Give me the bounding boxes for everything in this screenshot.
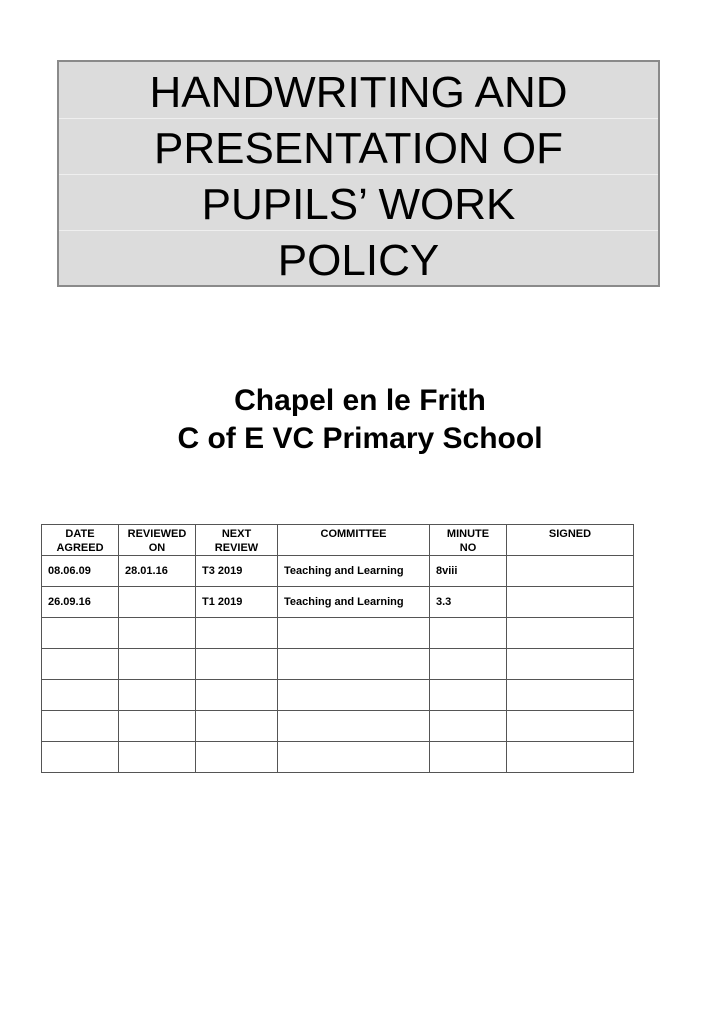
cell-minute-no: 8viii bbox=[430, 556, 507, 587]
title-divider bbox=[59, 118, 658, 119]
cell-minute-no bbox=[430, 742, 507, 773]
school-name-line-1: Chapel en le Frith bbox=[234, 384, 486, 417]
title-divider bbox=[59, 230, 658, 231]
cell-minute-no: 3.3 bbox=[430, 587, 507, 618]
cell-reviewed-on bbox=[119, 618, 196, 649]
cell-date-agreed: 26.09.16 bbox=[42, 587, 119, 618]
cell-minute-no bbox=[430, 618, 507, 649]
cell-date-agreed bbox=[42, 711, 119, 742]
cell-committee bbox=[278, 742, 430, 773]
cell-reviewed-on bbox=[119, 649, 196, 680]
header-date-agreed: DATE AGREED bbox=[42, 525, 119, 556]
table-header-row bbox=[42, 525, 634, 556]
policy-title-box bbox=[57, 60, 660, 287]
cell-date-agreed bbox=[42, 680, 119, 711]
header-minute-no: MINUTE NO bbox=[430, 525, 507, 556]
cell-next-review: T1 2019 bbox=[196, 587, 278, 618]
table-row bbox=[42, 587, 634, 618]
cell-reviewed-on bbox=[119, 742, 196, 773]
title-line-4: POLICY bbox=[277, 236, 440, 285]
header-committee: COMMITTEE bbox=[278, 525, 430, 556]
cell-next-review bbox=[196, 618, 278, 649]
cell-minute-no bbox=[430, 680, 507, 711]
cell-minute-no bbox=[430, 711, 507, 742]
cell-committee bbox=[278, 618, 430, 649]
cell-next-review bbox=[196, 711, 278, 742]
cell-reviewed-on bbox=[119, 680, 196, 711]
header-signed: SIGNED bbox=[507, 525, 634, 556]
table-row bbox=[42, 649, 634, 680]
cell-committee bbox=[278, 680, 430, 711]
cell-reviewed-on: 28.01.16 bbox=[119, 556, 196, 587]
header-next-review: NEXT REVIEW bbox=[196, 525, 278, 556]
cell-committee bbox=[278, 649, 430, 680]
cell-committee bbox=[278, 711, 430, 742]
table-row bbox=[42, 556, 634, 587]
table-row bbox=[42, 680, 634, 711]
cell-next-review: T3 2019 bbox=[196, 556, 278, 587]
cell-next-review bbox=[196, 742, 278, 773]
cell-signed bbox=[507, 618, 634, 649]
cell-signed bbox=[507, 742, 634, 773]
cell-date-agreed bbox=[42, 649, 119, 680]
cell-signed bbox=[507, 711, 634, 742]
cell-date-agreed: 08.06.09 bbox=[42, 556, 119, 587]
title-divider bbox=[59, 174, 658, 175]
table-row bbox=[42, 618, 634, 649]
cell-committee: Teaching and Learning bbox=[278, 556, 430, 587]
cell-reviewed-on bbox=[119, 587, 196, 618]
header-reviewed-on: REVIEWED ON bbox=[119, 525, 196, 556]
title-line-1: HANDWRITING AND bbox=[149, 68, 568, 117]
title-line-3: PUPILS’ WORK bbox=[201, 180, 516, 229]
title-line-2: PRESENTATION OF bbox=[153, 124, 564, 173]
policy-review-table bbox=[41, 524, 634, 773]
cell-next-review bbox=[196, 649, 278, 680]
cell-next-review bbox=[196, 680, 278, 711]
table-row bbox=[42, 711, 634, 742]
cell-date-agreed bbox=[42, 742, 119, 773]
cell-minute-no bbox=[430, 649, 507, 680]
cell-signed bbox=[507, 587, 634, 618]
cell-signed bbox=[507, 556, 634, 587]
cell-signed bbox=[507, 680, 634, 711]
school-name-line-2: C of E VC Primary School bbox=[177, 422, 543, 455]
cell-date-agreed bbox=[42, 618, 119, 649]
cell-reviewed-on bbox=[119, 711, 196, 742]
cell-signed bbox=[507, 649, 634, 680]
table-row bbox=[42, 742, 634, 773]
cell-committee: Teaching and Learning bbox=[278, 587, 430, 618]
